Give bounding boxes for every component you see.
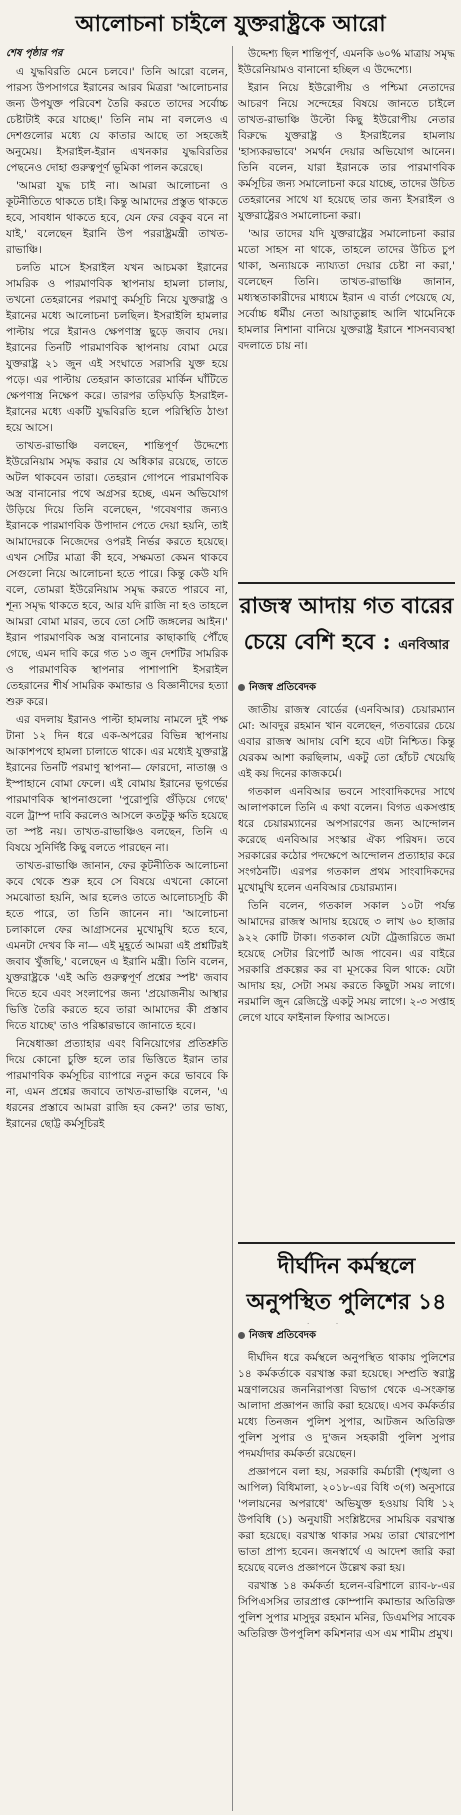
story2-body: [238, 1350, 455, 1811]
story1-body: [238, 702, 455, 1237]
article-paragraph: তাখত-রাভাঞ্চি জানান, ফের কূটনীতিক আলোচনা কবে থেকে শুরু হবে সে বিষয়ে এখনো কোনো সমঝোতা হয়নি, আর হলেও তাতে আলোচ্যসূচি কী হতে পারে, তা তিনি জানেন না। 'আলোচনা চলাকালে ফের আগ্রাসনের মুখোমুখি হতে হবে, এমনটা দেখব কি না— এই মুহূর্তে আমরা এই প্রশ্নটিরই জবাব খুঁজছি,' বলেছেন এ ইরানি মন্ত্রী। তিনি বলেন, যুক্তরাষ্ট্রকে 'এই অতি গুরুত্বপূর্ণ প্রশ্নের স্পষ্ট' জবাব দিতে হবে এবং সংলাপের জন্য 'প্রয়োজনীয় আস্থার ভিত্তি তৈরি করতে হবে তারা আমাদের কী প্রস্তাব দিতে যাচ্ছে' তাও পরিষ্কারভাবে জানাতে হবে।: [6, 860, 228, 1032]
article-paragraph: এ যুদ্ধবিরতি মেনে চলবে।' তিনি আরো বলেন, পারস্য উপসাগরে ইরানের আরব মিত্ররা 'আলোচনার জন্য উপযুক্ত পরিবেশ তৈরি করতে তাদের সর্বোচ্চ চেষ্টাটাই করে যাচ্ছে।' তিনি নাম না বললেও এ দেশগুলোর মধ্যে যে কাতার আছে তা সহজেই অনুমেয়। ইসরাইল-ইরান এখনকার যুদ্ধবিরতির পেছনেও দোহা গুরুত্বপূর্ণ ভূমিকা পালন করেছে।: [6, 66, 228, 174]
article-paragraph: প্রজ্ঞাপনে বলা হয়, সরকারি কর্মচারী (শৃঙ্খলা ও আপিল) বিধিমালা, ২০১৮-এর বিধি ৩(গ) অনুসারে 'পলায়নের অপরাধে' অভিযুক্ত হওয়ায় বিধি ১২ উপবিধি (১) অনুযায়ী সংশ্লিষ্টদের সাময়িক বরখাস্ত করা হয়েছে। বরখাস্ত থাকার সময় তারা খোরপোশ ভাতা প্রাপ্য হবেন। জনস্বার্থে এ আদেশ জারি করা হয়েছে বলেও প্রজ্ঞাপনে উল্লেখ করা হয়।: [238, 1466, 455, 1574]
article-paragraph: নিষেধাজ্ঞা প্রত্যাহার এবং বিনিয়োগের প্রতিশ্রুতি দিয়ে কোনো চুক্তি হলে তার ভিত্তিতে ইরান তার পারমাণবিক কর্মসূচির ব্যাপারে নতুন করে ভাববে কি না, এমন প্রশ্নের জবাবে তাখত-রাভাঞ্চি বলেন, 'এ ধরনের প্রস্তাবে আমরা রাজি হব কেন?' তার ভাষ্য, ইরানের ছোট্ট কর্মসূচিরই: [6, 1038, 228, 1130]
story2-headline: দীর্ঘদিন কর্মস্থলে অনুপস্থিত পুলিশের ১৪: [246, 1253, 447, 1315]
article-paragraph: বরখাস্ত ১৪ কর্মকর্তা হলেন-বরিশালে র‍্যাব-৮-এর সিপিএসসির তারপ্রাপ্ত কোম্পানি কমান্ডার অতিরিক্ত পুলিশ সুপার মাসুদুর রহমান মনির, ডিএমপির সাবেক অতিরিক্ত উপপুলিশ কমিশনার এস এম শামীম প্রমুখ।: [238, 1580, 455, 1640]
article-paragraph: এর বদলায় ইরানও পাল্টা হামলায় নামলে দুই পক্ষ টানা ১২ দিন ধরে এক-অপরের বিভিন্ন স্থাপনায় আকাশপথে হামলা চালাতে থাকে। এর মধ্যেই যুক্তরাষ্ট্র ইরানের তিনটি পরমাণু স্থাপনা— ফোরদো, নাতাঞ্জ ও ইস্পাহানে বোমা ফেলে। এই বোমায় ইরানের ভূগর্ভের পারমাণবিক স্থাপনাগুলো 'পুরোপুরি গুঁড়িয়ে গেছে' বলে ট্রাম্প দাবি করলেও আসলে কতটুকু ক্ষতি হয়েছে তা স্পষ্ট নয়। তাখত-রাভাঞ্চিও বলছেন, তিনি এ বিষয়ে সুনির্দিষ্ট কিছু বলতে পারছেন না।: [6, 714, 228, 854]
article-paragraph: গতকাল এনবিআর ভবনে সাংবাদিকদের সাথে আলাপকালে তিনি এ কথা বলেন। বিগত একসপ্তাহ ধরে চেয়ারম্যানের অপসারণের জন্য আন্দোলন করেছে এনবিআর সংস্কার ঐক্য পরিষদ। তবে সরকারের কঠোর পদক্ষেপে আন্দোলন প্রত্যাহার করে সংগঠনটি। এরপর গতকাল প্রথম সাংবাদিকদের মুখোমুখি হলেন এনবিআর চেয়ারম্যান।: [238, 786, 455, 894]
article-paragraph: 'আমরা যুদ্ধ চাই না। আমরা আলোচনা ও কূটনীতিতে থাকতে চাই। কিন্তু আমাদের প্রস্তুত থাকতে হবে, সাবধান থাকতে হবে, যেন ফের বেকুব বনে না যাই,' বলেছেন ইরানি উপ পররাষ্ট্রমন্ত্রী তাখত-রাভাঞ্চি।: [6, 180, 228, 256]
article-paragraph: জাতীয় রাজস্ব বোর্ডের (এনবিআর) চেয়ারম্যান মো: আবদুর রহমান খান বলেছেন, গতবারের চেয়ে এবার রাজস্ব আদায় বেশি হবে এটা নিশ্চিত। কিন্তু যেরকম আশা করছিলাম, একটু তো হোঁচট খেয়েছি এই কয় দিনের কাজকর্মে।: [238, 704, 455, 780]
section-divider: [238, 1242, 455, 1244]
story2-byline: [238, 1328, 455, 1344]
story1-byline: [238, 680, 455, 696]
story2-byline-text: নিজস্ব প্রতিবেদক: [249, 1330, 317, 1341]
column-divider: [232, 46, 233, 1811]
article-paragraph: দীর্ঘদিন ধরে কর্মস্থলে অনুপস্থিত থাকায় পুলিশের ১৪ কর্মকর্তাকে বরখাস্ত করা হয়েছে। সম্প্রতি স্বরাষ্ট্র মন্ত্রণালয়ের জননিরাপত্তা বিভাগ থেকে এ-সংক্রান্ত আলাদা প্রজ্ঞাপন জারি করা হয়েছে। এসব কর্মকর্তার মধ্যে তিনজন পুলিশ সুপার, আটজন অতিরিক্ত পুলিশ সুপার ও দু'জন সহকারী পুলিশ সুপার পদমর্যাদার কর্মকর্তা রয়েছেন।: [238, 1352, 455, 1460]
article-paragraph: 'আর তাদের যদি যুক্তরাষ্ট্রের সমালোচনা করার মতো সাহস না থাকে, তাহলে তাদের উচিত চুপ থাকা, অন্যায়কে ন্যায্যতা দেয়ার চেষ্টা না করা,' বলেছেন তিনি। তাখত-রাভাঞ্চি জানান, মধ্যস্থতাকারীদের মাধ্যমে ইরান এ বার্তা পেয়েছে যে, সর্বোচ্চ ধর্মীয় নেতা আয়াতুল্লাহ আলি খামেনিকে হামলার নিশানা বানিয়ে যুক্তরাষ্ট্র ইরানে শাসনব্যবস্থা বদলাতে চায় না।: [238, 228, 455, 352]
article-paragraph: তাখত-রাভাঞ্চি বলছেন, শান্তিপূর্ণ উদ্দেশ্যে ইউরেনিয়াম সমৃদ্ধ করার যে অধিকার রয়েছে, তাতে অটল থাকবেন তারা। তেহরান গোপনে পারমাণবিক অস্ত্র বানানোর পথে অগ্রসর হচ্ছে, এমন অভিযোগ উড়িয়ে দিয়ে তিনি বলেছেন, 'গবেষণার জন্যও ইরানকে পারমাণবিক উপাদান পেতে দেয়া হয়নি, তাই আমাদেরকে নিজেদের ওপরই নির্ভর করতে হয়েছে। এখন সেটির মাত্রা কী হবে, সক্ষমতা কেমন থাকবে সেগুলো নিয়ে আলোচনা হতে পারে। কিন্তু কেউ যদি বলে, তোমরা ইউরেনিয়াম সমৃদ্ধ করতে পারবে না, শূন্য সমৃদ্ধ থাকতে হবে, আর যদি রাজি না হও তাহলে আমরা বোমা মারব, তবে তো সেটি জঙ্গলের আইন।' ইরান পারমাণবিক অস্ত্র বানানোর কাছাকাছি পৌঁছে গেছে, এমন দাবি করে গত ১৩ জুন দেশটির সামরিক ও পারমাণবিক স্থাপনার পাশাপাশি ইসরাইল তেহরানের শীর্ষ সামরিক কমান্ডার ও বিজ্ঞানীদের হত্যা শুরু করে।: [6, 440, 228, 708]
right-column-continuation: [238, 46, 455, 576]
article-paragraph: চলতি মাসে ইসরাইল যখন আচমকা ইরানের সামরিক ও পারমাণবিক স্থাপনায় হামলা চালায়, তখনো তেহরানের পরমাণু কর্মসূচি নিয়ে যুক্তরাষ্ট্র ও ইরানের মধ্যে আলোচনা চলছিল। ইসরাইলি হামলার পাল্টায় পরে ইরানও ক্ষেপণাস্ত্র ছুড়ে জবাব দেয়। ইরানের তিনটি পারমাণবিক স্থাপনায় বোমা মেরে যুক্তরাষ্ট্র ২১ জুন এই সংঘাতে সরাসরি যুক্ত হয়ে পড়ে। এর পাল্টায় তেহরান কাতারের মার্কিন ঘাঁটিতে ক্ষেপণাস্ত্র নিক্ষেপ করে। তারপর তড়িঘড়ি ইসরাইল-ইরানের মধ্যে একটি যুদ্ধবিরতি হলে পরিস্থিতি ঠাণ্ডা হয়ে আসে।: [6, 262, 228, 434]
bullet-icon: [238, 1332, 245, 1339]
story1-headline-sub: এনবিআর: [398, 638, 450, 653]
article-paragraph: তিনি বলেন, গতকাল সকাল ১০টা পর্যন্ত আমাদের রাজস্ব আদায় হয়েছে ৩ লাখ ৬০ হাজার ৯২২ কোটি টাকা। গতকাল যেটা ট্রেজারিতে জমা হয়েছে সেটার রিপোর্ট আজ পাবেন। এর বাইরে সরকারি প্রকল্পের কর বা মূসকের বিল থাকে: যেটা আদায় হয়, সেটা সময় করতে কিছুটা সময় লাগে। নরমালি জুন রেজিস্ট্রে একটু সময় লাগে। ২-৩ সপ্তাহ লেগে যাবে ফাইনাল ফিগার আসতে।: [238, 900, 455, 1024]
story1-headline: [238, 588, 455, 674]
banner-headline: আলোচনা চাইলে যুক্তরাষ্ট্রকে আরো: [75, 11, 386, 37]
section-divider: [238, 582, 455, 584]
bullet-icon: [238, 684, 245, 691]
article-paragraph: ইরান নিয়ে ইউরোপীয় ও পশ্চিমা নেতাদের আচরণ নিয়ে সন্দেহের বিষয়ে জানতে চাইলে তাখত-রাভাঞ্চি উল্টো কিছু ইউরোপীয় নেতার বিরুদ্ধে যুক্তরাষ্ট্র ও ইসরাইলের হামলায় 'হাস্যকরভাবে' সমর্থন দেয়ার অভিযোগ আনেন। তিনি বলেন, যারা ইরানকে তার পারমাণবিক কর্মসূচির জন্য সমালোচনা করে যাচ্ছে, তাদের উচিত তেহরানের সাথে যা হয়েছে তার জন্য ইসরাইল ও যুক্তরাষ্ট্রেরও সমালোচনা করা।: [238, 82, 455, 222]
continued-label: শেষ পৃষ্ঠার পর: [6, 48, 63, 59]
story1-headline-main: রাজস্ব আদায় গত বারের চেয়ে বেশি হবে :: [239, 593, 454, 655]
story1-byline-text: নিজস্ব প্রতিবেদক: [249, 682, 317, 693]
left-column-article: [6, 46, 228, 1811]
article-paragraph: উদ্দেশ্য ছিল শান্তিপূর্ণ, এমনকি ৬০% মাত্রায় সমৃদ্ধ ইউরেনিয়ামও বানানো হচ্ছিল এ উদ্দেশ্যে।: [238, 48, 455, 76]
